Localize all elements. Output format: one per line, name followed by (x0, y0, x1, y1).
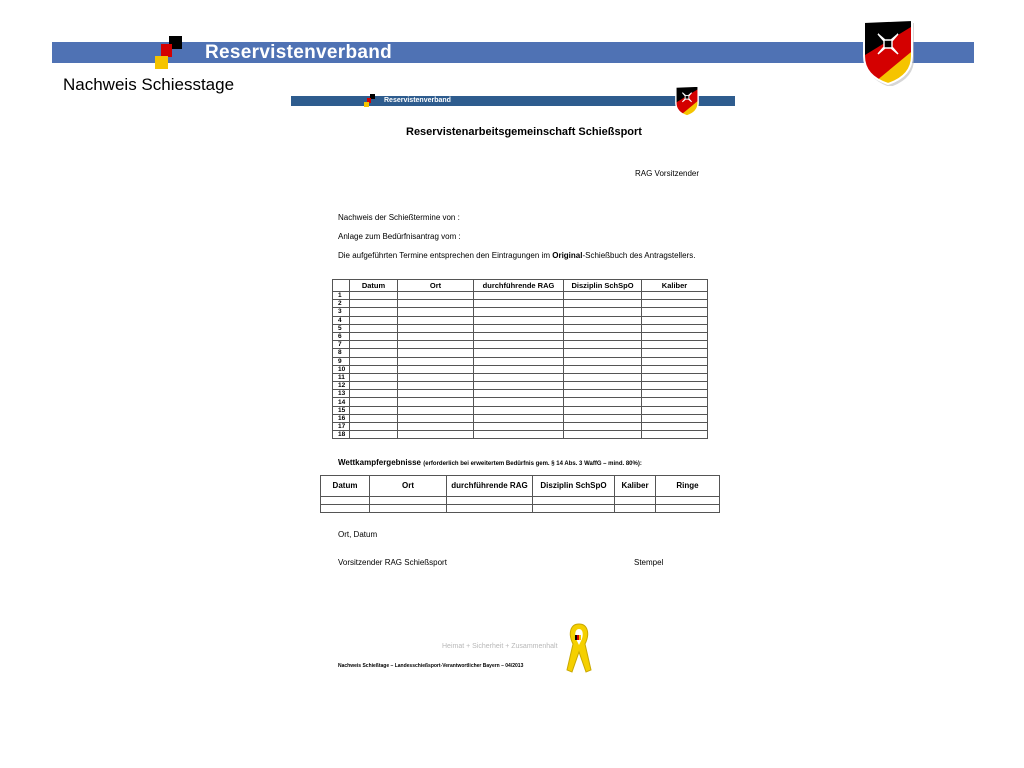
table-cell (474, 324, 564, 332)
row-number: 6 (333, 332, 350, 340)
row-number: 2 (333, 300, 350, 308)
table-cell (564, 423, 642, 431)
table-row (333, 431, 708, 439)
column-header: Ringe (656, 476, 720, 497)
document-shield-icon (674, 84, 700, 118)
competition-results-table (320, 475, 720, 513)
column-header: Disziplin SchSpO (533, 476, 615, 497)
row-number: 13 (333, 390, 350, 398)
row-number: 5 (333, 324, 350, 332)
table-cell (350, 349, 398, 357)
table-row (333, 423, 708, 431)
row-number: 12 (333, 382, 350, 390)
table-cell (642, 365, 708, 373)
motto-text: Heimat + Sicherheit + Zusammenhalt (442, 643, 558, 650)
table-cell (474, 308, 564, 316)
table-cell (564, 382, 642, 390)
table-cell (564, 349, 642, 357)
table-row (333, 308, 708, 316)
table-cell (642, 398, 708, 406)
table-cell (398, 292, 474, 300)
document-squares-logo (363, 94, 377, 108)
table-cell (564, 324, 642, 332)
table-cell (398, 316, 474, 324)
table-row (333, 341, 708, 349)
proof-label: Nachweis der Schießtermine von : (338, 213, 460, 222)
table-row (333, 390, 708, 398)
table-cell (642, 292, 708, 300)
table-cell (642, 349, 708, 357)
chair-label: RAG Vorsitzender (635, 169, 700, 178)
table-cell (642, 406, 708, 414)
table-cell (474, 431, 564, 439)
competition-title-text: Wettkampfergebnisse (338, 458, 421, 467)
table-row (333, 406, 708, 414)
table-cell (474, 357, 564, 365)
table-cell (350, 414, 398, 422)
column-header: Datum (321, 476, 370, 497)
table-cell (564, 414, 642, 422)
statement-text: Die aufgeführten Termine entsprechen den Eintragungen im Original-Schießbuch des Antragstellers. (338, 251, 696, 260)
table-cell (474, 390, 564, 398)
table-cell (642, 300, 708, 308)
table-cell (350, 373, 398, 381)
table-cell (398, 365, 474, 373)
table-cell (398, 357, 474, 365)
table-cell (398, 423, 474, 431)
table-cell (398, 431, 474, 439)
table-row (333, 332, 708, 340)
table-cell (564, 390, 642, 398)
iron-cross-shield-icon (860, 18, 916, 86)
table-cell (350, 324, 398, 332)
table-cell (642, 316, 708, 324)
column-header: Kaliber (615, 476, 656, 497)
table-cell (564, 373, 642, 381)
column-header: Kaliber (642, 280, 708, 292)
table-cell (564, 341, 642, 349)
row-number: 14 (333, 398, 350, 406)
table-cell (642, 324, 708, 332)
column-header: durchführende RAG (447, 476, 533, 497)
table-cell (350, 382, 398, 390)
table-row (333, 373, 708, 381)
signatory-label: Vorsitzender RAG Schießsport (338, 558, 447, 567)
table-cell (398, 398, 474, 406)
table-cell (474, 349, 564, 357)
row-number: 1 (333, 292, 350, 300)
table-row (321, 505, 720, 513)
table-row (321, 497, 720, 505)
row-number: 7 (333, 341, 350, 349)
table-cell (564, 365, 642, 373)
table-row (333, 357, 708, 365)
row-number: 10 (333, 365, 350, 373)
table-cell (564, 357, 642, 365)
table-row (333, 300, 708, 308)
table-cell (350, 341, 398, 349)
table-cell (350, 357, 398, 365)
table-row (333, 324, 708, 332)
table-cell (350, 406, 398, 414)
table-cell (350, 390, 398, 398)
table-cell (474, 365, 564, 373)
row-number: 15 (333, 406, 350, 414)
row-number: 3 (333, 308, 350, 316)
table-cell (474, 382, 564, 390)
column-header: Ort (398, 280, 474, 292)
table-cell (474, 316, 564, 324)
document-brand-name: Reservistenverband (384, 97, 451, 104)
table-cell (350, 365, 398, 373)
table-cell (350, 316, 398, 324)
column-header: Ort (370, 476, 447, 497)
table-cell (564, 300, 642, 308)
table-row (333, 316, 708, 324)
row-number: 17 (333, 423, 350, 431)
brand-name: Reservistenverband (205, 42, 393, 63)
document-heading: Reservistenarbeitsgemeinschaft Schießsport (406, 126, 642, 138)
table-row (333, 292, 708, 300)
table-cell (642, 332, 708, 340)
table-cell (564, 398, 642, 406)
table-row (333, 382, 708, 390)
table-cell (350, 308, 398, 316)
table-cell (642, 341, 708, 349)
column-header: durchführende RAG (474, 280, 564, 292)
table-cell (642, 423, 708, 431)
table-cell (474, 332, 564, 340)
table-cell (642, 308, 708, 316)
table-cell (398, 390, 474, 398)
table-row (333, 349, 708, 357)
table-cell (398, 373, 474, 381)
table-cell (474, 398, 564, 406)
table-cell (398, 300, 474, 308)
table-cell (642, 357, 708, 365)
competition-title (338, 458, 642, 469)
column-header: Datum (350, 280, 398, 292)
table-row (333, 414, 708, 422)
page-title: Nachweis Schiesstage (63, 75, 235, 94)
stamp-label: Stempel (634, 558, 664, 567)
table-cell (474, 341, 564, 349)
table-cell (564, 431, 642, 439)
table-cell (642, 431, 708, 439)
row-number: 18 (333, 431, 350, 439)
column-header (333, 280, 350, 292)
table-cell (564, 406, 642, 414)
place-date-label: Ort, Datum (338, 530, 378, 539)
table-cell (350, 431, 398, 439)
shooting-dates-table (332, 279, 708, 439)
table-cell (642, 414, 708, 422)
table-cell (564, 332, 642, 340)
table-cell (564, 316, 642, 324)
table-cell (474, 406, 564, 414)
table-cell (642, 390, 708, 398)
table-cell (474, 423, 564, 431)
table-cell (642, 373, 708, 381)
table-cell (398, 308, 474, 316)
table-cell (398, 382, 474, 390)
table-cell (350, 300, 398, 308)
annex-label: Anlage zum Bedürfnisantrag vom : (338, 232, 461, 241)
table-cell (398, 414, 474, 422)
table-cell (398, 349, 474, 357)
row-number: 4 (333, 316, 350, 324)
table-cell (564, 308, 642, 316)
document-footer: Nachweis Schießtage – Landesschießsport-Verantwortlicher Bayern – 04/2013 (338, 663, 524, 669)
table-cell (350, 332, 398, 340)
table-cell (642, 382, 708, 390)
row-number: 9 (333, 357, 350, 365)
table-cell (474, 292, 564, 300)
table-cell (398, 324, 474, 332)
header-bar (52, 42, 974, 63)
table-row (333, 365, 708, 373)
table-cell (474, 300, 564, 308)
table-cell (474, 373, 564, 381)
squares-logo (153, 36, 189, 70)
row-number: 16 (333, 414, 350, 422)
table-cell (398, 332, 474, 340)
table-cell (350, 398, 398, 406)
row-number: 8 (333, 349, 350, 357)
table-cell (350, 292, 398, 300)
table-header-row (321, 476, 720, 497)
document-header-bar (291, 96, 735, 106)
yellow-ribbon-icon (564, 622, 594, 674)
row-number: 11 (333, 373, 350, 381)
table-row (333, 398, 708, 406)
table-cell (564, 292, 642, 300)
competition-note: (erforderlich bei erweitertem Bedürfnis gem. § 14 Abs. 3 WaffG – mind. 80%): (423, 461, 642, 467)
table-cell (398, 406, 474, 414)
table-cell (350, 423, 398, 431)
table-cell (474, 414, 564, 422)
column-header: Disziplin SchSpO (564, 280, 642, 292)
table-cell (398, 341, 474, 349)
table-header-row (333, 280, 708, 292)
